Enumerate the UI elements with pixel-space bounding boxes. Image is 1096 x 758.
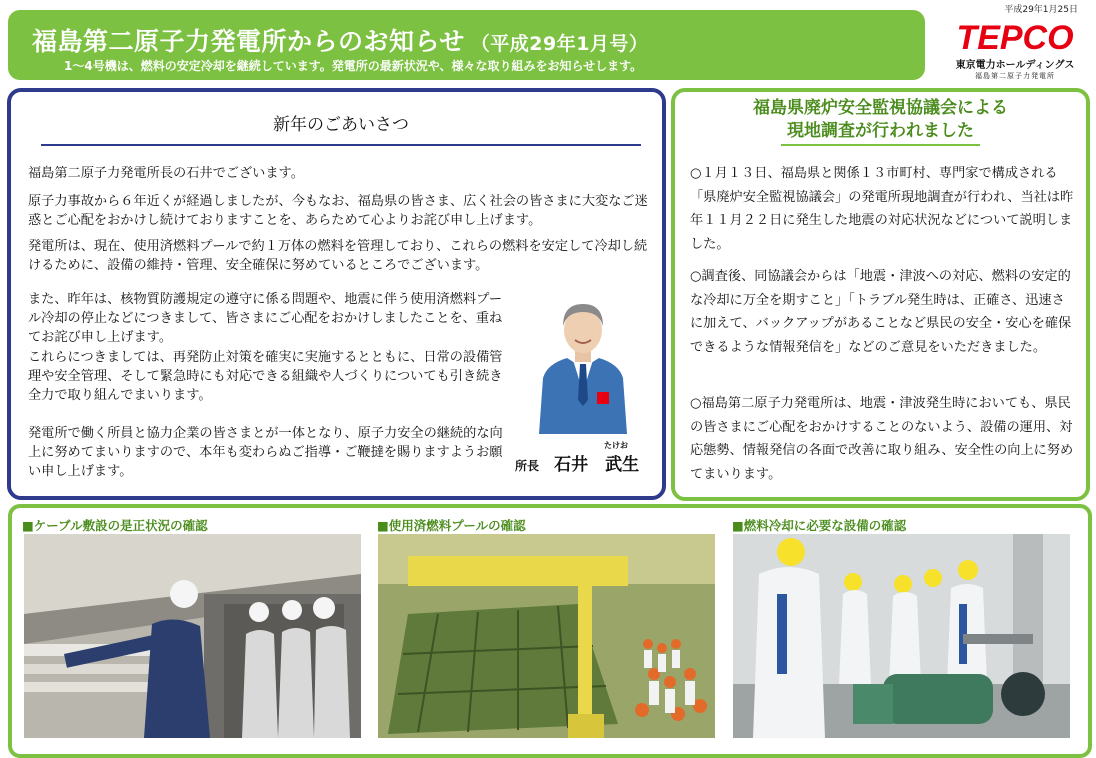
header-banner (8, 10, 925, 80)
survey-item: ○福島第二原子力発電所は、地震・津波発生時においても、県民の皆さまにご心配をおかけすることのないよう、設備の運用、対応態勢、情報発信の各面で改善に取り組み、安全性の向上に努めてまいります。 (690, 396, 1074, 482)
greeting-paragraph: 発電所で働く所員と協力企業の皆さまとが一体となり、原子力安全の継続的な向上に努めてまいりますので、本年も変わらぬご指導・ご鞭撻を賜りますようお願い申し上げます。 (28, 426, 503, 479)
greeting-paragraph: 発電所は、現在、使用済燃料プールで約１万体の燃料を管理しており、これらの燃料を安定して冷却し続けるために、設備の維持・管理、安全確保に努めているところでございます。 (28, 239, 648, 273)
company-name: 東京電力ホールディングス (955, 60, 1075, 71)
tepco-logo (951, 18, 1079, 82)
issue-label: （平成29年1月号） (470, 33, 649, 55)
on-site-survey-panel (671, 88, 1090, 501)
photo-panel (8, 504, 1092, 758)
manager-title: 所長 (515, 459, 540, 473)
new-year-greeting-panel (7, 88, 666, 500)
survey-item: ○１月１３日、福島県と関係１３市町村、専門家で構成される「県廃炉安全監視協議会」の発電所現地調査が行われ、当社は昨年１１月２２日に発生した地震の対応状況などについて説明しました。 (690, 166, 1074, 252)
photo-caption-cable: ■ケーブル敷設の是正状況の確認 (22, 518, 208, 533)
greeting-paragraph: また、昨年は、核物質防護規定の遵守に係る問題や、地震に伴う使用済燃料プール冷却の停止などにつきまして、皆さまにご心配をおかけしましたことを、重ねてお詫び申し上げます。 (28, 292, 503, 345)
manager-signature (515, 441, 640, 475)
greeting-title: 新年のごあいさつ (273, 115, 409, 135)
greeting-paragraph: 原子力事故から６年近くが経過しましたが、今もなお、福島県の皆さま、広く社会の皆さまに大変なご迷惑とご心配をおかけし続けておりますことを、あらためて心よりお詫び申し上げます。 (28, 194, 648, 228)
cable-inspection-photo (24, 534, 361, 738)
manager-name: 石井 武生 (554, 455, 640, 475)
greeting-paragraph: 福島第二原子力発電所長の石井でございます。 (28, 166, 304, 181)
survey-title-line2: 現地調査が行われました (781, 120, 980, 146)
spent-fuel-pool-photo (378, 534, 715, 738)
newsletter-title: 福島第二原子力発電所からのお知らせ （平成29年1月号） (32, 27, 649, 56)
survey-title-line1: 福島県廃炉安全監視協議会による (753, 98, 1008, 118)
tepco-wordmark-icon (951, 18, 1079, 54)
newsletter-subtitle: 1～4号機は、燃料の安定冷却を継続しています。発電所の最新状況や、様々な取り組みをお知らせします。 (64, 59, 643, 73)
survey-item: ○調査後、同協議会からは「地震・津波への対応、燃料の安定的な冷却に万全を期すこと」「トラブル発生時は、正確さ、迅速さに加えて、バックアップがあることなど県民の安全・安心を確保できるような情報発信を」などのご意見をいただきました。 (690, 269, 1072, 355)
plant-manager-portrait (533, 292, 633, 434)
name-furigana: たけお (604, 441, 628, 450)
greeting-paragraph: これらにつきましては、再発防止対策を確実に実施するとともに、日常の設備管理や安全管理、そして緊急時にも対応できる組織や人づくりについても引き続き全力で取り組んでまいります。 (28, 350, 503, 403)
svg-text:TEPCO: TEPCO (956, 19, 1074, 54)
photo-caption-equipment: ■燃料冷却に必要な設備の確認 (732, 518, 907, 533)
photo-caption-pool: ■使用済燃料プールの確認 (377, 518, 526, 533)
cooling-equipment-photo (733, 534, 1070, 738)
survey-title (675, 97, 1086, 146)
plant-name: 福島第二原子力発電所 (975, 72, 1055, 80)
publication-date: 平成29年1月25日 (1004, 5, 1078, 15)
greeting-heading (41, 100, 641, 146)
